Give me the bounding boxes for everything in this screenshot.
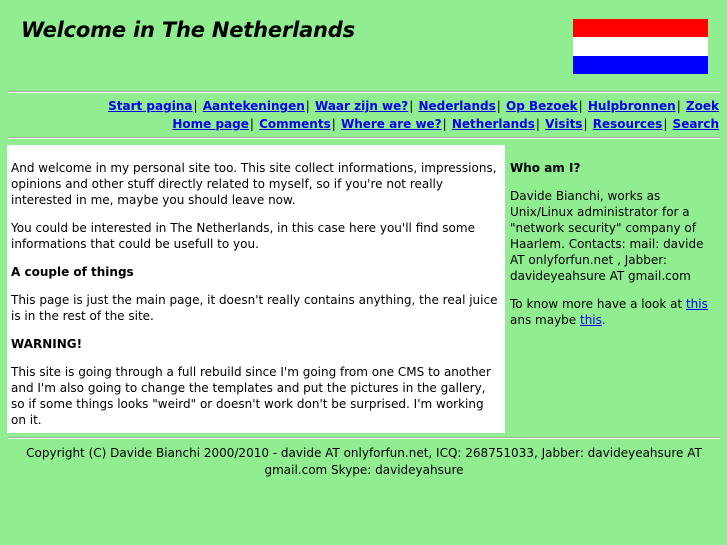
nav-link-search[interactable]: Search xyxy=(672,117,719,131)
nav-dutch xyxy=(108,99,719,113)
intro-paragraph: And welcome in my personal site too. This site collect informations, impressions, opinions and other stuff directly related to myself, so if you're not really interested in me, maybe you should leave now. xyxy=(11,161,497,207)
nav-link-start-pagina[interactable]: Start pagina xyxy=(108,99,193,113)
nav-link-visits[interactable]: Visits xyxy=(545,117,583,131)
nav-separator: | xyxy=(442,117,447,131)
sidebar-heading: Who am I? xyxy=(510,161,581,175)
heading-warning: WARNING! xyxy=(11,337,83,351)
nav-link-comments[interactable]: Comments xyxy=(259,117,331,131)
rebuild-paragraph: This site is going through a full rebuild since I'm going from one CMS to another and I'm also going to change the templates and put the pictures in the gallery, so if some things looks "weird" or doesn't work don't be surprised. I'm working on it. xyxy=(11,365,491,427)
sidebar-bio: Davide Bianchi, works as Unix/Linux administrator for a "network security" company of Haarlem. Contacts: mail: davide AT onlyforfun.net , Jabber: davideyeahsure AT gmail.com xyxy=(510,189,704,283)
more-suffix: . xyxy=(601,313,606,327)
nav-separator: | xyxy=(249,117,254,131)
nav-link-hulpbronnen[interactable]: Hulpbronnen xyxy=(587,99,676,113)
nav-separator: | xyxy=(331,117,336,131)
nav-link-aantekeningen[interactable]: Aantekeningen xyxy=(202,99,305,113)
nav-separator: | xyxy=(496,99,501,113)
nav-separator: | xyxy=(676,99,681,113)
nav-separator: | xyxy=(305,99,310,113)
nav-link-nederlands[interactable]: Nederlands xyxy=(418,99,496,113)
nav-link-zoek[interactable]: Zoek xyxy=(685,99,719,113)
dutch-flag-icon xyxy=(573,19,708,74)
nav-link-op-bezoek[interactable]: Op Bezoek xyxy=(506,99,578,113)
sidebar xyxy=(510,160,715,340)
sidebar-link-this-1[interactable]: this xyxy=(685,297,708,311)
more-prefix: To know more have a look at xyxy=(510,297,686,311)
divider-nav xyxy=(8,137,720,139)
nav-link-where-are-we[interactable]: Where are we? xyxy=(340,117,442,131)
nav-english xyxy=(172,117,719,131)
main-page-paragraph: This page is just the main page, it doesn't really contains anything, the real juice is in the rest of the site. xyxy=(11,293,498,323)
flag-stripe-red xyxy=(573,19,708,37)
sidebar-link-this-2[interactable]: this xyxy=(579,313,602,327)
more-middle: ans maybe xyxy=(510,313,580,327)
divider-footer xyxy=(8,437,720,439)
flag-stripe-blue xyxy=(573,56,708,74)
footer-copyright: Copyright (C) Davide Bianchi 2000/2010 - davide AT onlyforfun.net, ICQ: 268751033, Jabber: davideyeahsure AT gmail.com Skype: davideyahsure xyxy=(26,446,702,477)
nav-separator: | xyxy=(578,99,583,113)
nav-separator: | xyxy=(583,117,588,131)
nav-link-waar-zijn-we[interactable]: Waar zijn we? xyxy=(315,99,409,113)
divider-top xyxy=(8,91,720,93)
main-content xyxy=(11,160,501,440)
nav-separator: | xyxy=(193,99,198,113)
site-title: Welcome in The Netherlands xyxy=(21,18,355,42)
nav-link-netherlands[interactable]: Netherlands xyxy=(451,117,535,131)
sidebar-more xyxy=(510,296,715,328)
interest-paragraph: You could be interested in The Netherlands, in this case here you'll find some informations that could be usefull to you. xyxy=(11,221,475,251)
nav-separator: | xyxy=(663,117,668,131)
nav-separator: | xyxy=(535,117,540,131)
heading-couple-of-things: A couple of things xyxy=(11,265,134,279)
nav-link-home-page[interactable]: Home page xyxy=(172,117,249,131)
nav-separator: | xyxy=(409,99,414,113)
nav-link-resources[interactable]: Resources xyxy=(592,117,663,131)
flag-stripe-white xyxy=(573,37,708,55)
